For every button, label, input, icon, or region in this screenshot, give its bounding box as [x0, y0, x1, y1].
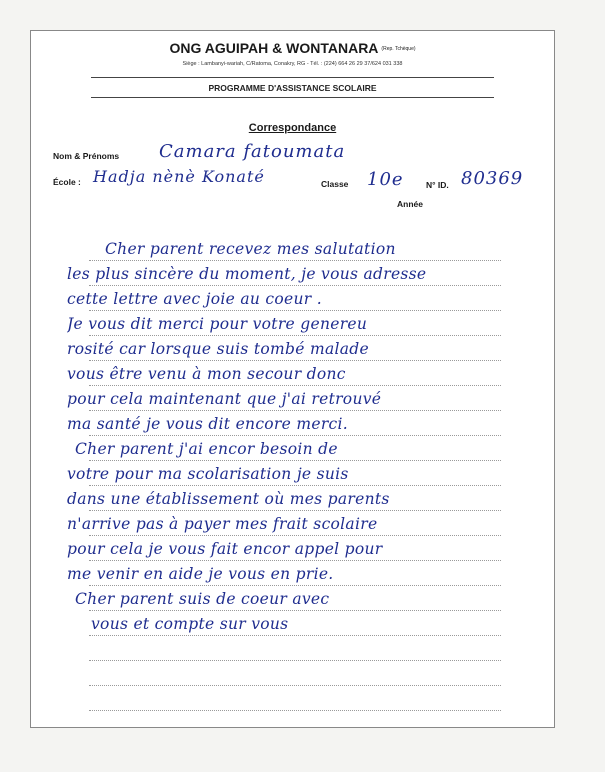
letter-line: cette lettre avec joie au coeur .: [67, 290, 322, 308]
org-rep: (Rep. Tchèque): [381, 46, 416, 53]
letter-line: Cher parent recevez mes salutation: [105, 240, 396, 258]
form-title: Correspondance: [248, 122, 337, 134]
ruled-line: [89, 560, 501, 561]
letter-line: Cher parent j'ai encor besoin de: [75, 440, 338, 458]
name-label: Nom & Prénoms: [53, 151, 120, 161]
letter-line: votre pour ma scolarisation je suis: [67, 465, 349, 483]
letter-line: me venir en aide je vous en prie.: [67, 565, 334, 583]
ruled-line: [89, 510, 501, 511]
letter-line: vous et compte sur vous: [91, 615, 289, 633]
organization-title: [31, 40, 554, 56]
org-name: ONG AGUIPAH & WONTANARA: [169, 40, 379, 56]
letter-line: dans une établissement où mes parents: [67, 490, 390, 508]
ruled-line: [89, 635, 501, 636]
letter-line: pour cela je vous fait encor appel pour: [67, 540, 383, 558]
ruled-line: [89, 310, 501, 311]
letter-line: rosité car lorsque suis tombé malade: [67, 340, 369, 358]
ruled-line: [89, 360, 501, 361]
header-rule-bottom: [91, 97, 494, 98]
name-value: Camara fatoumata: [159, 141, 346, 162]
ruled-line: [89, 535, 501, 536]
ruled-line: [89, 610, 501, 611]
letter-line: ma santé je vous dit encore merci.: [67, 415, 348, 433]
ruled-line: [89, 410, 501, 411]
letter-line: les plus sincère du moment, je vous adresse: [67, 265, 427, 283]
ruled-line: [89, 385, 501, 386]
ruled-line: [89, 660, 501, 661]
letter-line: n'arrive pas à payer mes frait scolaire: [67, 515, 378, 533]
correspondence-sheet: [30, 30, 555, 728]
ruled-line: [89, 585, 501, 586]
letter-line: vous être venu à mon secour donc: [67, 365, 346, 383]
ruled-line: [89, 710, 501, 711]
org-address: Siège : Lambanyi-wariah, C/Ratoma, Conakry, RG - Tél. : (224) 664 26 29 37/624 031 338: [182, 61, 403, 67]
ruled-line: [89, 485, 501, 486]
header-rule-top: [91, 77, 494, 78]
program-title: PROGRAMME D'ASSISTANCE SCOLAIRE: [208, 83, 377, 93]
id-value: 80369: [461, 168, 524, 189]
letter-line: Je vous dit merci pour votre genereu: [67, 315, 368, 333]
id-label: N° ID.: [426, 180, 449, 190]
letter-line: pour cela maintenant que j'ai retrouvé: [67, 390, 382, 408]
letter-line: Cher parent suis de coeur avec: [75, 590, 330, 608]
class-label: Classe: [321, 179, 349, 189]
school-label: École :: [53, 177, 81, 187]
ruled-line: [89, 460, 501, 461]
school-value: Hadja nènè Konaté: [93, 167, 265, 186]
class-value: 10e: [367, 169, 404, 190]
ruled-line: [89, 260, 501, 261]
year-label: Année: [397, 199, 423, 209]
ruled-line: [89, 685, 501, 686]
ruled-line: [89, 285, 501, 286]
ruled-line: [89, 335, 501, 336]
ruled-line: [89, 435, 501, 436]
